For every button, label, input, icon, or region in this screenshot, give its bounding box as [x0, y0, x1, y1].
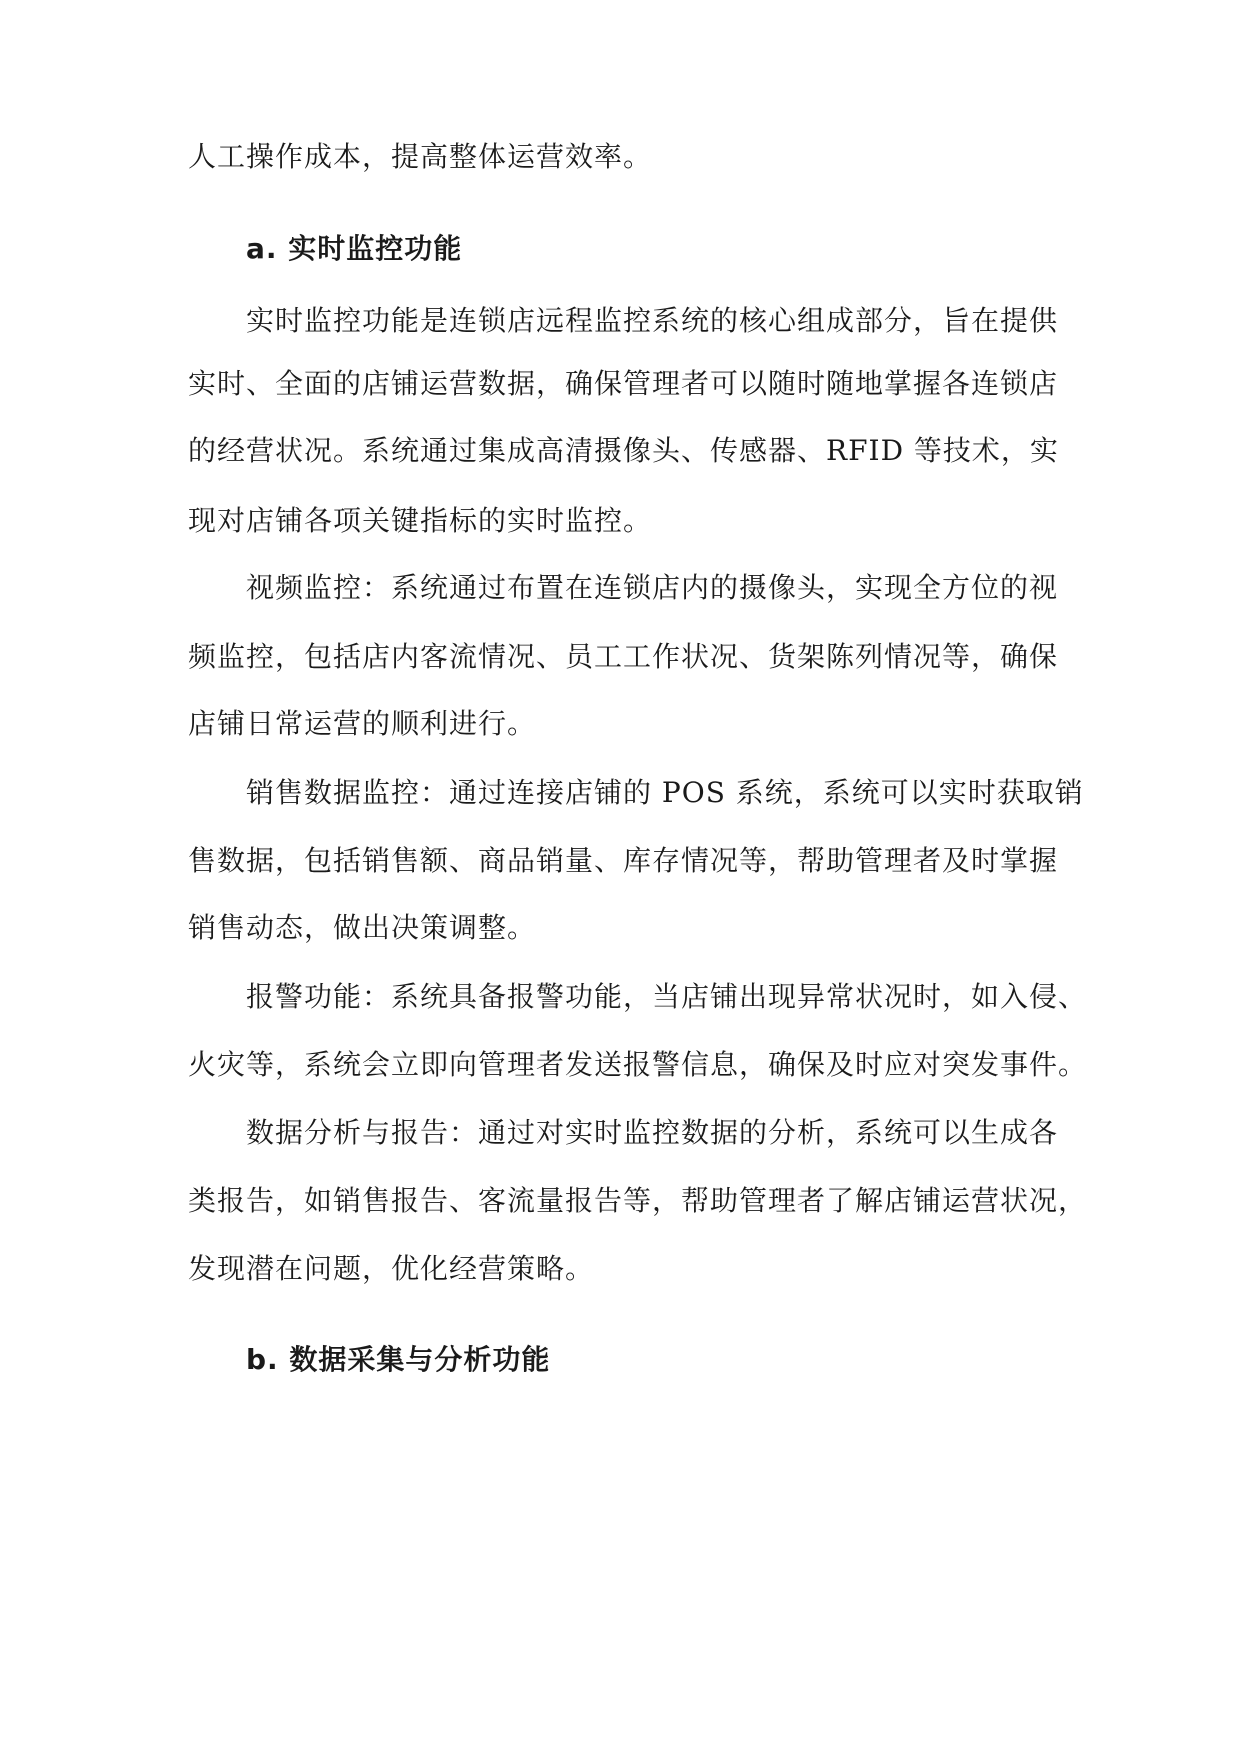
paragraph-line: 销售数据监控：通过连接店铺的 POS 系统，系统可以实时获取销	[246, 776, 1084, 809]
paragraph-line: 销售动态，做出决策调整。	[188, 911, 537, 944]
paragraph-line: 报警功能：系统具备报警功能，当店铺出现异常状况时，如入侵、	[246, 980, 1088, 1013]
paragraph-line: 实时、全面的店铺运营数据，确保管理者可以随时随地掌握各连锁店	[188, 367, 1059, 400]
paragraph-line: 售数据，包括销售额、商品销量、库存情况等，帮助管理者及时掌握	[188, 844, 1059, 877]
paragraph-line: 火灾等，系统会立即向管理者发送报警信息，确保及时应对突发事件。	[188, 1048, 1088, 1081]
paragraph-line: 店铺日常运营的顺利进行。	[188, 707, 537, 740]
paragraph-line: 现对店铺各项关键指标的实时监控。	[188, 504, 653, 537]
section-heading-b: b. 数据采集与分析功能	[246, 1343, 551, 1376]
section-heading-a: a. 实时监控功能	[246, 232, 463, 265]
paragraph-line: 类报告，如销售报告、客流量报告等，帮助管理者了解店铺运营状况，	[188, 1184, 1088, 1217]
paragraph-line: 数据分析与报告：通过对实时监控数据的分析，系统可以生成各	[246, 1116, 1059, 1149]
paragraph-line: 的经营状况。系统通过集成高清摄像头、传感器、RFID 等技术，实	[188, 434, 1059, 467]
paragraph-line: 实时监控功能是连锁店远程监控系统的核心组成部分，旨在提供	[246, 304, 1059, 337]
paragraph-line: 人工操作成本，提高整体运营效率。	[188, 140, 653, 173]
document-page	[188, 0, 1088, 1754]
paragraph-line: 发现潜在问题，优化经营策略。	[188, 1252, 595, 1285]
paragraph-line: 视频监控：系统通过布置在连锁店内的摄像头，实现全方位的视	[246, 571, 1059, 604]
paragraph-line: 频监控，包括店内客流情况、员工工作状况、货架陈列情况等，确保	[188, 640, 1059, 673]
